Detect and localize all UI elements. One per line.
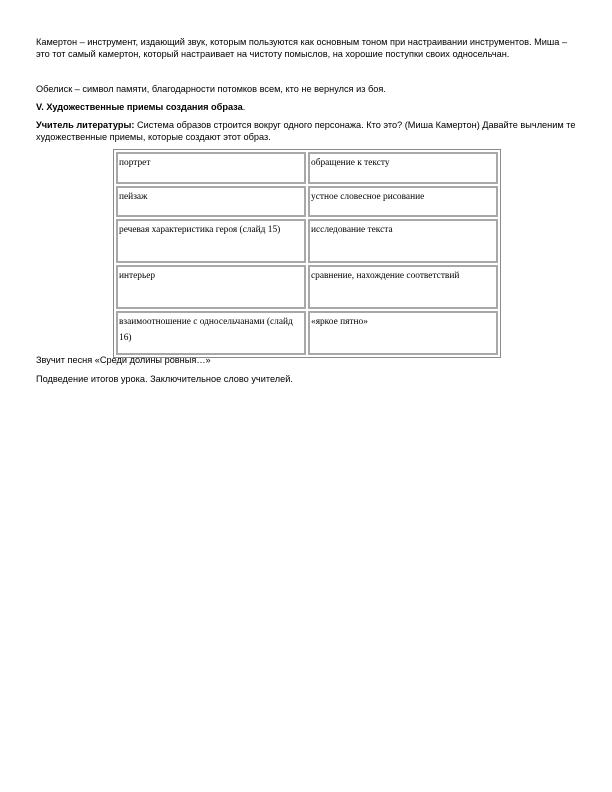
table-cell-method: исследование текста bbox=[308, 219, 498, 263]
table-row bbox=[116, 219, 498, 263]
table-row bbox=[116, 311, 498, 355]
teacher-text: Система образов строится вокруг одного персонажа. Кто это? (Миша Камертон) Давайте вычленим те художественные приемы, которые создают этот образ. bbox=[36, 120, 576, 142]
section-heading bbox=[36, 102, 576, 114]
table-row bbox=[116, 265, 498, 309]
paragraph-song: Звучит песня «Среди долины ровныя…» bbox=[36, 355, 211, 365]
paragraph-teacher bbox=[36, 120, 576, 143]
paragraph-summary: Подведение итогов урока. Заключительное слово учителей. bbox=[36, 374, 293, 384]
table-row bbox=[116, 152, 498, 184]
paragraph-kamerton: Камертон – инструмент, издающий звук, которым пользуются как основным тоном при настраивании инструментов. Миша – это тот самый камертон, который настраивает на чистоту помыслов, на хорошие поступки своих односельчан. bbox=[36, 37, 568, 59]
table-cell-technique: речевая характеристика героя (слайд 15) bbox=[116, 219, 306, 263]
section-heading-text: V. Художественные приемы создания образа bbox=[36, 102, 243, 112]
paragraph-obelisk: Обелиск – символ памяти, благодарности потомков всем, кто не вернулся из боя. bbox=[36, 84, 386, 94]
table-cell-method: «яркое пятно» bbox=[308, 311, 498, 355]
table-cell-technique: интерьер bbox=[116, 265, 306, 309]
table-cell-method: устное словесное рисование bbox=[308, 186, 498, 217]
table-cell-technique: пейзаж bbox=[116, 186, 306, 217]
section-heading-period: . bbox=[242, 102, 246, 112]
table-cell-method: обращение к тексту bbox=[308, 152, 498, 184]
table-cell-technique: взаимоотношение с односельчанами (слайд 16) bbox=[116, 311, 306, 355]
table-cell-technique: портрет bbox=[116, 152, 306, 184]
teacher-label: Учитель литературы: bbox=[36, 120, 135, 130]
table-row bbox=[116, 186, 498, 217]
table-cell-method: сравнение, нахождение соответствий bbox=[308, 265, 498, 309]
techniques-table bbox=[113, 149, 501, 358]
